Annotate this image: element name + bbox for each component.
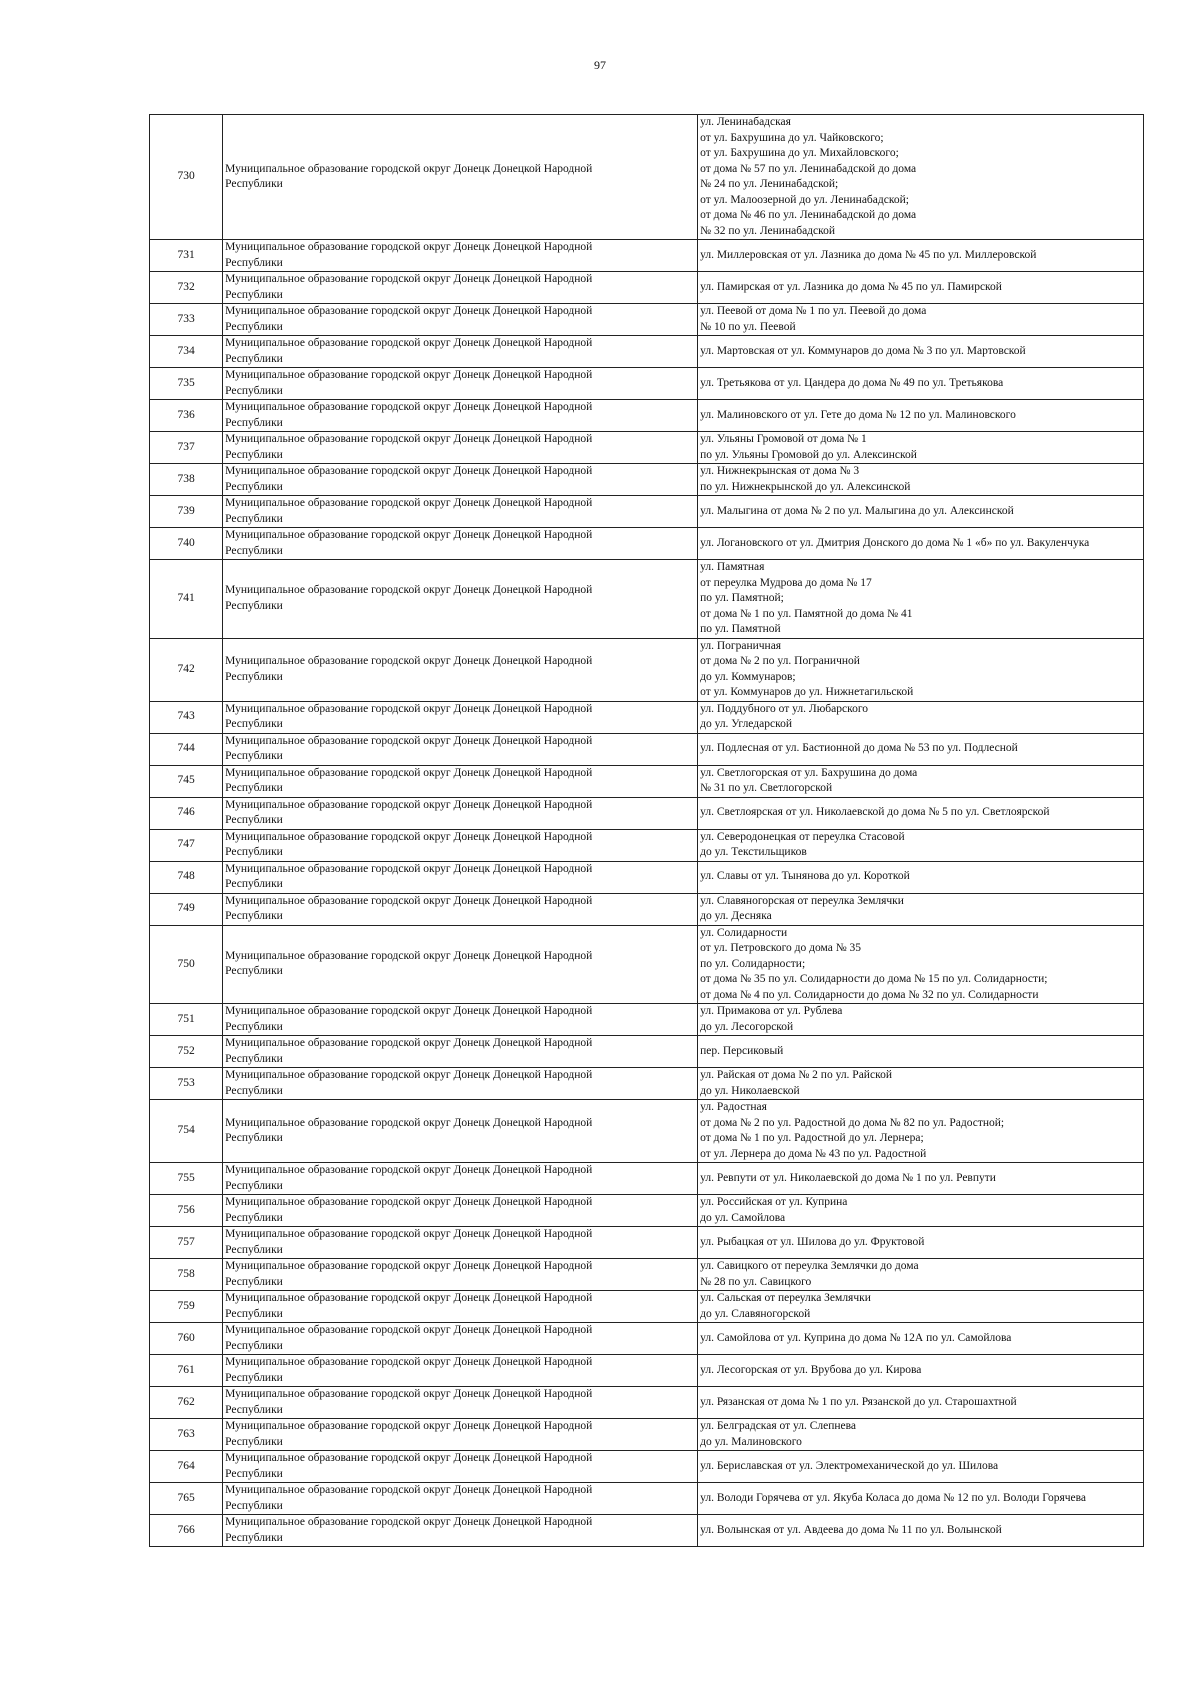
street-line: ул. Пеевой от дома № 1 по ул. Пеевой до дома [700,305,927,317]
table-row [150,528,1144,560]
streets-cell [698,1068,1144,1100]
streets-cell [698,304,1144,336]
street-line: по ул. Нижнекрынской до ул. Алексинской [700,480,911,493]
municipality-cell [223,797,698,829]
streets-cell [698,1515,1144,1547]
streets-cell [698,765,1144,797]
row-number: 754 [150,1100,223,1163]
row-number: 742 [150,638,223,701]
address-registry-table [149,114,1144,1547]
municipality-line: Муниципальное образование городской округ Донецк Донецкой Народной [225,1356,593,1368]
row-number: 761 [150,1355,223,1387]
municipality-cell [223,893,698,925]
street-line: до ул. Малиновского [700,1435,802,1448]
street-line: от ул. Малоозерной до ул. Ленинабадской; [700,193,909,206]
municipality-cell [223,432,698,464]
municipality-cell [223,1004,698,1036]
street-line: до ул. Николаевской [700,1084,800,1097]
municipality-line: Республики [225,544,283,557]
table-row [150,432,1144,464]
municipality-cell [223,861,698,893]
municipality-cell [223,765,698,797]
street-line: по ул. Памятной; [700,592,784,604]
municipality-cell [223,1483,698,1515]
row-number: 747 [150,829,223,861]
municipality-line: Республики [225,320,283,333]
street-line: от дома № 2 по ул. Пограничной [700,655,860,667]
street-line: ул. Славы от ул. Тынянова до ул. Короткой [700,870,910,883]
table-row [150,240,1144,272]
municipality-line: Республики [225,1467,283,1480]
street-line: ул. Миллеровская от ул. Лазника до дома № 45 по ул. Миллеровской [700,248,1037,261]
street-line: ул. Ленинабадская [700,116,791,128]
streets-cell [698,733,1144,765]
table-row [150,560,1144,639]
street-line: ул. Памятная [700,561,765,573]
street-line: до ул. Коммунаров; [700,670,796,683]
municipality-cell [223,1355,698,1387]
municipality-cell [223,1068,698,1100]
streets-cell [698,638,1144,701]
street-line: от дома № 1 по ул. Памятной до дома № 41 [700,607,913,620]
streets-cell [698,829,1144,861]
table-row [150,1515,1144,1547]
table-row [150,701,1144,733]
street-line: от ул. Лернера до дома № 43 по ул. Радостной [700,1147,927,1160]
municipality-line: Муниципальное образование городской округ Донецк Донецкой Народной [225,1037,593,1049]
row-number: 749 [150,893,223,925]
row-number: 730 [150,115,223,240]
table-row [150,638,1144,701]
streets-cell [698,1291,1144,1323]
municipality-cell [223,701,698,733]
table-row [150,893,1144,925]
municipality-line: Муниципальное образование городской округ Донецк Донецкой Народной [225,734,593,747]
municipality-line: Республики [225,1339,283,1352]
street-line: пер. Персиковый [700,1044,784,1057]
street-line: ул. Третьякова от ул. Цандера до дома № 49 по ул. Третьякова [700,376,1004,389]
municipality-line: Республики [225,965,283,978]
row-number: 760 [150,1323,223,1355]
municipality-line: Республики [225,256,283,269]
municipality-cell [223,1195,698,1227]
row-number: 762 [150,1387,223,1419]
street-line: ул. Рыбацкая от ул. Шилова до ул. Фруктовой [700,1235,925,1248]
table-row [150,1163,1144,1195]
row-number: 750 [150,925,223,1004]
street-line: ул. Самойлова от ул. Куприна до дома № 12А по ул. Самойлова [700,1331,1012,1344]
street-line: ул. Ульяны Громовой от дома № 1 [700,433,867,445]
street-line: ул. Примакова от ул. Рублева [700,1005,843,1017]
municipality-line: Республики [225,480,283,493]
municipality-cell [223,1515,698,1547]
table-row [150,1068,1144,1100]
municipality-line: Республики [225,814,283,826]
municipality-line: Муниципальное образование городской округ Донецк Донецкой Народной [225,529,593,541]
municipality-line: Муниципальное образование городской округ Донецк Донецкой Народной [225,1452,593,1464]
municipality-line: Муниципальное образование городской округ Донецк Донецкой Народной [225,1069,593,1081]
table-row [150,496,1144,528]
municipality-line: Республики [225,1371,283,1384]
street-line: по ул. Ульяны Громовой до ул. Алексинской [700,448,917,461]
municipality-line: Муниципальное образование городской округ Донецк Донецкой Народной [225,273,593,285]
street-line: от дома № 2 по ул. Радостной до дома № 82 по ул. Радостной; [700,1116,1005,1129]
table-row [150,1259,1144,1291]
street-line: от дома № 35 по ул. Солидарности до дома № 15 по ул. Солидарности; [700,973,1048,985]
row-number: 737 [150,432,223,464]
municipality-cell [223,638,698,701]
municipality-line: Республики [225,750,283,762]
table-row [150,1195,1144,1227]
street-line: ул. Светлоярская от ул. Николаевской до дома № 5 по ул. Светлоярской [700,806,1050,819]
street-line: от ул. Бахрушина до ул. Чайковского; [700,131,884,144]
streets-cell [698,336,1144,368]
municipality-line: Муниципальное образование городской округ Донецк Донецкой Народной [225,337,593,349]
municipality-line: Муниципальное образование городской округ Донецк Донецкой Народной [225,894,593,907]
table-row [150,336,1144,368]
street-line: от ул. Петровского до дома № 35 [700,942,862,954]
municipality-line: Муниципальное образование городской округ Донецк Донецкой Народной [225,830,593,843]
municipality-cell [223,400,698,432]
table-row [150,115,1144,240]
municipality-line: Республики [225,1179,283,1192]
streets-cell [698,1004,1144,1036]
street-line: ул. Райская от дома № 2 по ул. Райской [700,1069,892,1081]
municipality-cell [223,272,698,304]
municipality-cell [223,1291,698,1323]
municipality-line: Республики [225,178,283,190]
table-row [150,1451,1144,1483]
municipality-line: Республики [225,416,283,429]
municipality-line: Муниципальное образование городской округ Донецк Донецкой Народной [225,1116,593,1129]
street-line: № 31 по ул. Светлогорской [700,782,833,794]
municipality-line: Муниципальное образование городской округ Донецк Донецкой Народной [225,766,593,779]
street-line: ул. Мартовская от ул. Коммунаров до дома № 3 по ул. Мартовской [700,344,1026,357]
row-number: 745 [150,765,223,797]
street-line: ул. Белградская от ул. Слепнева [700,1420,857,1432]
table-row [150,1483,1144,1515]
street-line: ул. Лесогорская от ул. Врубова до ул. Кирова [700,1363,922,1376]
municipality-line: Муниципальное образование городской округ Донецк Донецкой Народной [225,497,593,509]
municipality-line: Муниципальное образование городской округ Донецк Донецкой Народной [225,1005,593,1017]
row-number: 757 [150,1227,223,1259]
municipality-line: Республики [225,878,283,890]
municipality-line: Муниципальное образование городской округ Донецк Донецкой Народной [225,1388,593,1400]
streets-cell [698,925,1144,1004]
municipality-line: Муниципальное образование городской округ Донецк Донецкой Народной [225,465,593,477]
street-line: ул. Володи Горячева от ул. Якуба Коласа до дома № 12 по ул. Володи Горячева [700,1491,1087,1504]
municipality-line: Муниципальное образование городской округ Донецк Донецкой Народной [225,862,593,875]
street-line: № 10 по ул. Пеевой [700,320,796,333]
table-row [150,1100,1144,1163]
row-number: 748 [150,861,223,893]
municipality-line: Муниципальное образование городской округ Донецк Донецкой Народной [225,1484,593,1496]
municipality-cell [223,560,698,639]
streets-cell [698,464,1144,496]
street-line: ул. Малиновского от ул. Гете до дома № 12 по ул. Малиновского [700,408,1016,421]
municipality-cell [223,1100,698,1163]
street-line: ул. Пограничная [700,639,782,652]
street-line: ул. Нижнекрынская от дома № 3 [700,465,860,477]
street-line: ул. Подлесная от ул. Бастионной до дома № 53 по ул. Подлесной [700,742,1018,755]
table-row [150,1323,1144,1355]
street-line: от дома № 46 по ул. Ленинабадской до дома [700,209,917,221]
streets-cell [698,1195,1144,1227]
table-row [150,861,1144,893]
municipality-cell [223,240,698,272]
streets-cell [698,893,1144,925]
municipality-line: Муниципальное образование городской округ Донецк Донецкой Народной [225,1420,593,1432]
street-line: ул. Ревпути от ул. Николаевской до дома № 1 по ул. Ревпути [700,1171,996,1184]
municipality-line: Муниципальное образование городской округ Донецк Донецкой Народной [225,1196,593,1208]
street-line: ул. Поддубного от ул. Любарского [700,702,869,715]
table-row [150,272,1144,304]
table-row [150,464,1144,496]
table-row [150,829,1144,861]
street-line: ул. Сальская от переулка Землячки [700,1292,871,1304]
row-number: 752 [150,1036,223,1068]
streets-cell [698,1259,1144,1291]
municipality-line: Республики [225,599,283,612]
row-number: 739 [150,496,223,528]
municipality-cell [223,1227,698,1259]
street-line: № 28 по ул. Савицкого [700,1275,812,1288]
row-number: 755 [150,1163,223,1195]
municipality-line: Муниципальное образование городской округ Донецк Донецкой Народной [225,1260,593,1272]
streets-cell [698,496,1144,528]
row-number: 741 [150,560,223,639]
municipality-cell [223,368,698,400]
streets-cell [698,1483,1144,1515]
municipality-line: Муниципальное образование городской округ Донецк Донецкой Народной [225,401,593,413]
street-line: ул. Рязанская от дома № 1 по ул. Рязанской до ул. Старошахтной [700,1395,1017,1408]
municipality-line: Муниципальное образование городской округ Донецк Донецкой Народной [225,1516,593,1528]
municipality-line: Муниципальное образование городской округ Донецк Донецкой Народной [225,305,593,317]
municipality-line: Республики [225,352,283,365]
municipality-cell [223,733,698,765]
street-line: от ул. Бахрушина до ул. Михайловского; [700,147,899,159]
municipality-line: Республики [225,782,283,794]
row-number: 734 [150,336,223,368]
municipality-line: Республики [225,1020,283,1033]
street-line: по ул. Памятной [700,623,781,635]
municipality-line: Муниципальное образование городской округ Донецк Донецкой Народной [225,949,593,962]
municipality-line: Муниципальное образование городской округ Донецк Донецкой Народной [225,241,593,253]
streets-cell [698,240,1144,272]
municipality-line: Республики [225,1052,283,1065]
municipality-line: Муниципальное образование городской округ Донецк Донецкой Народной [225,655,593,667]
street-line: до ул. Угледарской [700,718,792,730]
table-row [150,400,1144,432]
municipality-line: Республики [225,1084,283,1097]
municipality-cell [223,829,698,861]
row-number: 764 [150,1451,223,1483]
table-row [150,1419,1144,1451]
row-number: 735 [150,368,223,400]
municipality-line: Муниципальное образование городской округ Донецк Донецкой Народной [225,798,593,811]
municipality-line: Республики [225,1132,283,1144]
municipality-line: Республики [225,670,283,683]
table-row [150,1004,1144,1036]
street-line: ул. Радостная [700,1101,767,1113]
municipality-line: Республики [225,448,283,461]
table-row [150,1227,1144,1259]
row-number: 740 [150,528,223,560]
table-row [150,304,1144,336]
streets-cell [698,1355,1144,1387]
municipality-cell [223,464,698,496]
street-line: ул. Солидарности [700,926,788,939]
street-line: от дома № 4 по ул. Солидарности до дома № 32 по ул. Солидарности [700,988,1039,1001]
table-body [150,115,1144,1547]
street-line: ул. Бериславская от ул. Электромеханической до ул. Шилова [700,1459,999,1472]
street-line: ул. Савицкого от переулка Землячки до дома [700,1260,919,1272]
streets-cell [698,1451,1144,1483]
street-line: до ул. Самойлова [700,1211,786,1224]
streets-cell [698,701,1144,733]
street-line: до ул. Десняка [700,910,772,922]
street-line: до ул. Славяногорской [700,1307,811,1320]
street-line: ул. Российская от ул. Куприна [700,1196,848,1208]
street-line: ул. Северодонецкая от переулка Стасовой [700,830,905,843]
streets-cell [698,368,1144,400]
municipality-line: Муниципальное образование городской округ Донецк Донецкой Народной [225,1228,593,1240]
streets-cell [698,115,1144,240]
municipality-cell [223,925,698,1004]
street-line: до ул. Текстильщиков [700,846,807,858]
municipality-line: Муниципальное образование городской округ Донецк Донецкой Народной [225,162,593,175]
streets-cell [698,272,1144,304]
municipality-line: Республики [225,512,283,525]
streets-cell [698,1419,1144,1451]
row-number: 758 [150,1259,223,1291]
row-number: 765 [150,1483,223,1515]
row-number: 756 [150,1195,223,1227]
municipality-line: Республики [225,1307,283,1320]
row-number: 751 [150,1004,223,1036]
street-line: ул. Памирская от ул. Лазника до дома № 45 по ул. Памирской [700,280,1002,293]
municipality-line: Муниципальное образование городской округ Донецк Донецкой Народной [225,1164,593,1176]
municipality-line: Муниципальное образование городской округ Донецк Донецкой Народной [225,584,593,597]
municipality-cell [223,115,698,240]
table-row [150,733,1144,765]
row-number: 736 [150,400,223,432]
municipality-cell [223,1163,698,1195]
municipality-line: Республики [225,1499,283,1512]
municipality-line: Республики [225,1243,283,1256]
municipality-cell [223,496,698,528]
municipality-line: Муниципальное образование городской округ Донецк Донецкой Народной [225,1292,593,1304]
street-line: ул. Волынская от ул. Авдеева до дома № 11 по ул. Волынской [700,1523,1002,1536]
row-number: 759 [150,1291,223,1323]
table-row [150,1355,1144,1387]
municipality-line: Республики [225,384,283,397]
municipality-cell [223,1259,698,1291]
municipality-cell [223,1036,698,1068]
row-number: 766 [150,1515,223,1547]
streets-cell [698,1036,1144,1068]
street-line: ул. Славяногорская от переулка Землячки [700,894,904,907]
streets-cell [698,1100,1144,1163]
municipality-line: Муниципальное образование городской округ Донецк Донецкой Народной [225,369,593,381]
streets-cell [698,797,1144,829]
row-number: 738 [150,464,223,496]
municipality-cell [223,1323,698,1355]
municipality-cell [223,1419,698,1451]
municipality-line: Республики [225,1275,283,1288]
municipality-cell [223,1451,698,1483]
table-row [150,1036,1144,1068]
row-number: 732 [150,272,223,304]
row-number: 743 [150,701,223,733]
street-line: № 32 по ул. Ленинабадской [700,224,836,237]
street-line: по ул. Солидарности; [700,957,806,970]
municipality-line: Республики [225,1211,283,1224]
row-number: 763 [150,1419,223,1451]
municipality-line: Республики [225,1403,283,1416]
street-line: ул. Малыгина от дома № 2 по ул. Малыгина до ул. Алексинской [700,504,1014,517]
street-line: до ул. Лесогорской [700,1020,794,1033]
streets-cell [698,1227,1144,1259]
row-number: 753 [150,1068,223,1100]
municipality-line: Республики [225,1531,283,1544]
municipality-cell [223,528,698,560]
streets-cell [698,1387,1144,1419]
street-line: от переулка Мудрова до дома № 17 [700,576,872,589]
streets-cell [698,400,1144,432]
municipality-cell [223,1387,698,1419]
street-line: от дома № 57 по ул. Ленинабадской до дома [700,162,917,175]
streets-cell [698,528,1144,560]
municipality-line: Муниципальное образование городской округ Донецк Донецкой Народной [225,702,593,715]
row-number: 731 [150,240,223,272]
municipality-cell [223,304,698,336]
street-line: от ул. Коммунаров до ул. Нижнетагильской [700,686,914,698]
street-line: № 24 по ул. Ленинабадской; [700,178,839,190]
street-line: от дома № 1 по ул. Радостной до ул. Лернера; [700,1132,924,1144]
municipality-line: Республики [225,288,283,301]
table-row [150,797,1144,829]
streets-cell [698,1323,1144,1355]
municipality-line: Республики [225,718,283,730]
table-row [150,368,1144,400]
table-row [150,925,1144,1004]
streets-cell [698,1163,1144,1195]
municipality-line: Муниципальное образование городской округ Донецк Донецкой Народной [225,433,593,445]
row-number: 733 [150,304,223,336]
municipality-line: Республики [225,846,283,858]
municipality-line: Республики [225,1435,283,1448]
municipality-cell [223,336,698,368]
streets-cell [698,861,1144,893]
street-line: ул. Светлогорская от ул. Бахрушина до дома [700,766,918,779]
table-row [150,1387,1144,1419]
row-number: 744 [150,733,223,765]
municipality-line: Республики [225,910,283,922]
streets-cell [698,560,1144,639]
table-row [150,1291,1144,1323]
street-line: ул. Логановского от ул. Дмитрия Донского до дома № 1 «б» по ул. Вакуленчука [700,536,1090,549]
municipality-line: Муниципальное образование городской округ Донецк Донецкой Народной [225,1324,593,1336]
streets-cell [698,432,1144,464]
row-number: 746 [150,797,223,829]
page-number: 97 [594,58,606,72]
table-row [150,765,1144,797]
